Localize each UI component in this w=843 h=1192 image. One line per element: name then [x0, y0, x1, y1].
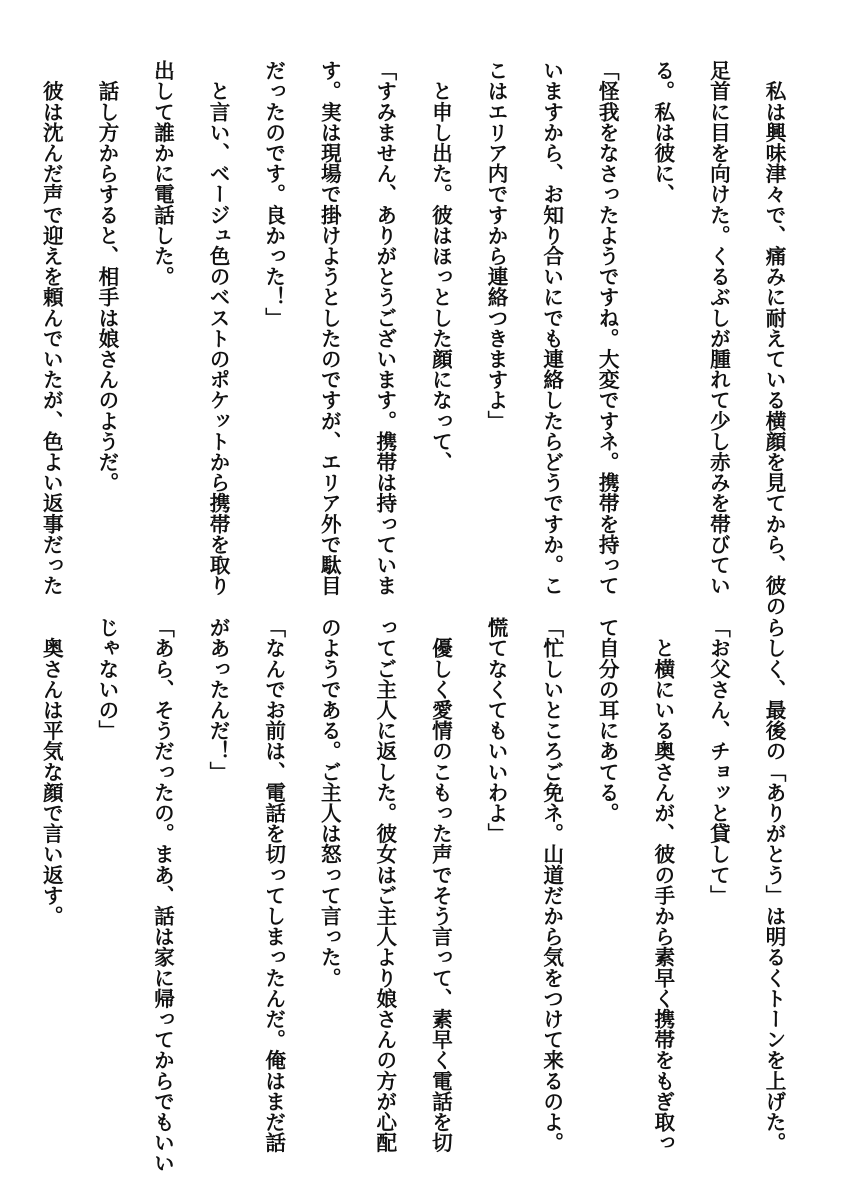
text-line: 出して誰かに電話した。 — [150, 60, 175, 287]
text-line: こはエリア内ですから連絡つきますよ」 — [484, 60, 509, 431]
text-line: 「あら、そうだったの。まあ、話は家に帰ってからでもいい — [150, 617, 175, 1174]
text-line: があったんだ！」 — [206, 617, 231, 782]
text-line: 奥さんは平気な顔で言い返す。 — [39, 617, 64, 926]
text-line: 足首に目を向けた。くるぶしが腫れて少し赤みを帯びてい — [706, 60, 731, 596]
text-line: と申し出た。彼はほっとした顔になって、 — [428, 60, 453, 472]
text-line: だったのです。良かった！」 — [261, 60, 286, 328]
text-line: る。私は彼に、 — [650, 60, 675, 205]
text-line: 「怪我をなさったようですね。大変ですネ。携帯を持って — [595, 60, 620, 596]
text-line: 慌てなくてもいいわよ」 — [484, 617, 509, 844]
text-line: 彼は沈んだ声で迎えを頼んでいたが、色よい返事だった — [39, 60, 64, 596]
text-line: 話し方からすると、相手は娘さんのようだ。 — [94, 60, 119, 493]
text-line: て自分の耳にあてる。 — [595, 617, 620, 823]
text-line: と横にいる奥さんが、彼の手から素早く携帯をもぎ取っ — [650, 617, 675, 1153]
text-line: 「なんでお前は、電話を切ってしまったんだ。俺はまだ話 — [261, 617, 286, 1153]
text-block-bottom — [39, 617, 786, 1174]
text-line: 優しく愛情のこもった声でそう言って、素早く電話を切 — [428, 617, 453, 1153]
text-line: らしく、最後の「ありがとう」は明るくトーンを上げた。 — [762, 617, 786, 1153]
text-line: す。実は現場で掛けようとしたのですが、エリア外で駄目 — [317, 60, 342, 596]
text-line: 「忙しいところご免ネ。山道だから気をつけて来るのよ。 — [539, 617, 564, 1153]
text-line: 私は興味津々で、痛みに耐えている横顔を見てから、彼の — [762, 60, 786, 617]
text-line: じゃないの」 — [94, 617, 119, 741]
text-line: 「すみません、ありがとうございます。携帯は持っていま — [372, 60, 397, 596]
text-block-top — [39, 60, 786, 617]
text-line: 「お父さん、チョッと貸して」 — [706, 617, 731, 906]
text-line: いますから、お知り合いにでも連絡したらどうですか。こ — [539, 60, 564, 596]
text-line: のようである。ご主人は怒って言った。 — [317, 617, 342, 988]
text-line: と言い、ベージュ色のベストのポケットから携帯を取り — [206, 60, 231, 596]
text-line: ってご主人に返した。彼女はご主人より娘さんの方が心配 — [372, 617, 397, 1153]
